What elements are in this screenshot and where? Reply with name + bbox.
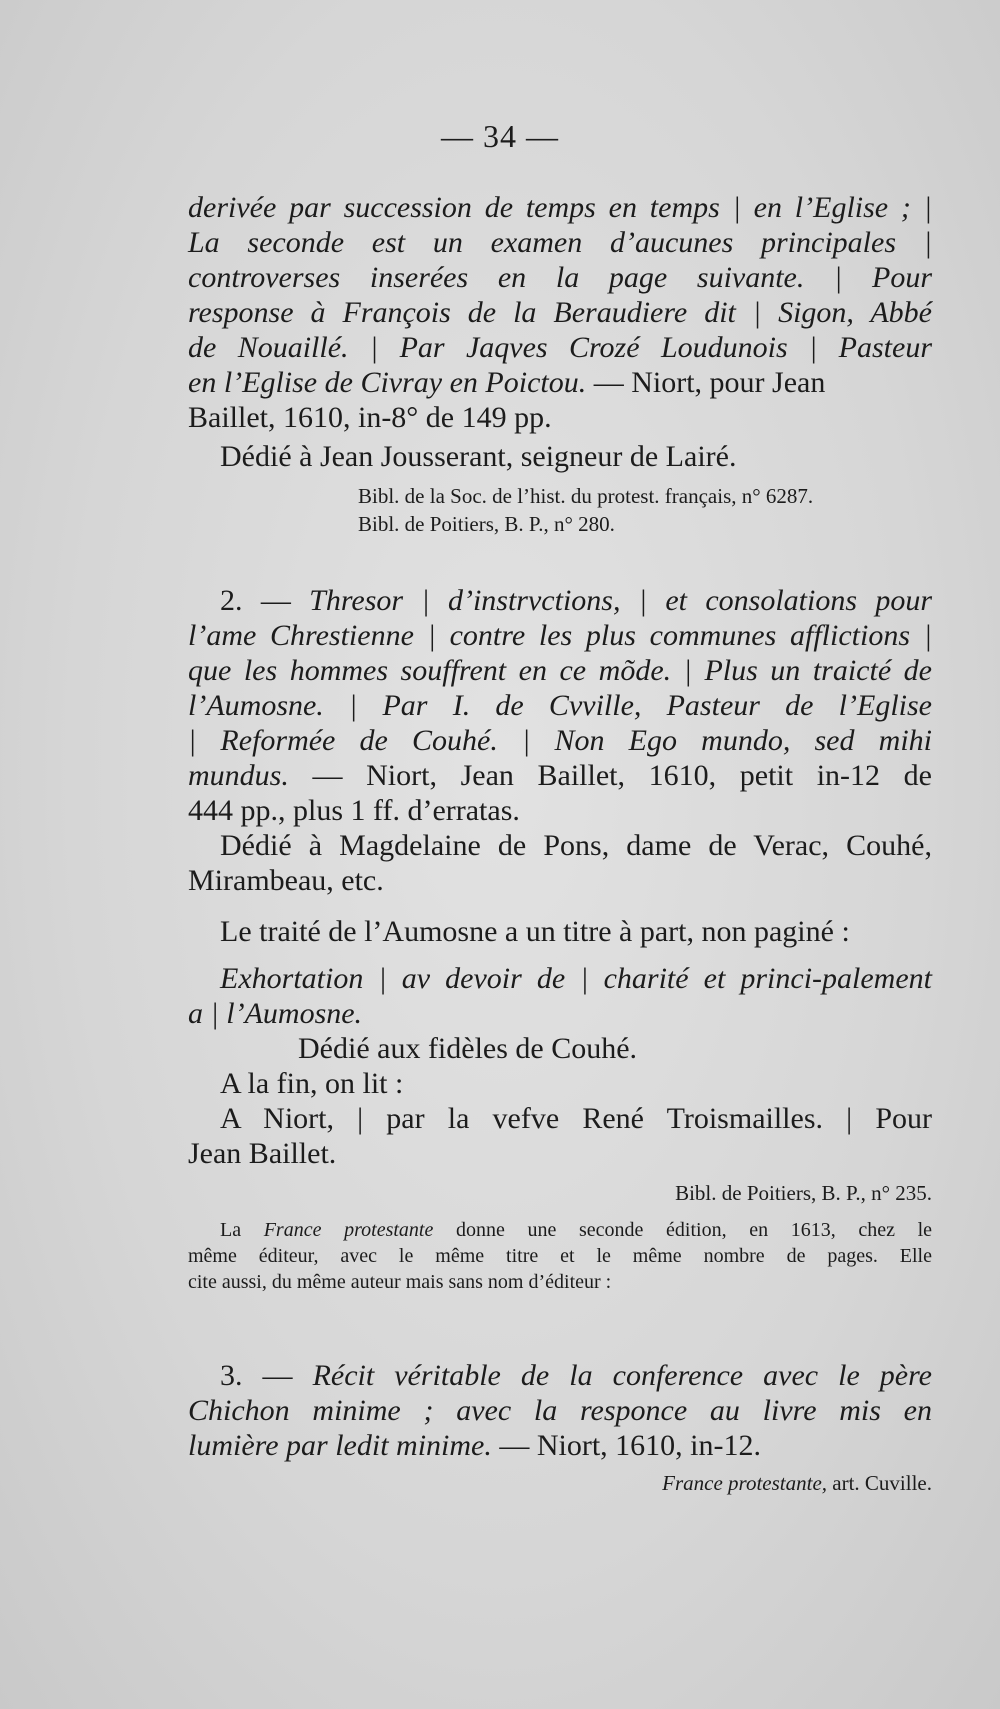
entry-2-line-6 <box>188 758 932 793</box>
entry-2-ref: Bibl. de Poitiers, B. P., n° 235. <box>675 1181 932 1205</box>
entry-3-line-3-title: lumière par ledit minime. <box>188 1429 492 1462</box>
entry-2-line-3: que les hommes souffrent en ce mõde. | Plus un traicté de <box>188 654 932 687</box>
entry-2-note-prefix: La <box>220 1219 264 1241</box>
entry-2-line-6-title: mundus. <box>188 759 289 792</box>
entry-3-line-3-imprint: — Niort, 1610, in-12. <box>491 1429 761 1462</box>
entry-2-note-title: France protestante <box>263 1219 434 1241</box>
entry-2-line-4: l’Aumosne. | Par I. de Cvville, Pasteur de l’Eglise <box>188 689 932 722</box>
entry-2-note-line-2: même éditeur, avec le même titre et le même nombre de pages. Elle <box>188 1245 932 1267</box>
entry-1-line-2: La seconde est un examen d’aucunes principales | <box>188 226 932 259</box>
entry-1-line-6-title: en l’Eglise de Civray en Poictou. <box>188 366 587 399</box>
entry-2-end-text-1: A Niort, | par la vefve René Troismailles. | Pour <box>220 1102 932 1135</box>
entry-2-line-6-imprint: — Niort, Jean Baillet, 1610, petit in-12 de <box>288 759 932 792</box>
entry-2-line-1-text: Thresor | d’instrvctions, | et consolations pour <box>309 584 932 617</box>
entry-1-dedication: Dédié à Jean Jousserant, seigneur de Lairé. <box>220 440 737 473</box>
entry-3-ref <box>188 1469 932 1497</box>
entry-1-line-3: controverses inserées en la page suivante. | Pour <box>188 261 932 294</box>
entry-2 <box>188 583 932 1295</box>
entry-2-number: 2. — <box>220 584 310 617</box>
page-number: — 34 — <box>441 118 559 154</box>
entry-1-ref-2: Bibl. de Poitiers, B. P., n° 280. <box>358 512 615 536</box>
entry-1-line-5: de Nouaillé. | Par Jaqves Crozé Loudunois | Pasteur <box>188 331 932 364</box>
entry-3-line-1 <box>188 1358 932 1393</box>
entry-1 <box>188 190 932 538</box>
entry-1-line-1: derivée par succession de temps en temps | en l’Eglise ; | <box>188 191 932 224</box>
entry-3-ref-title: France protestante, <box>662 1471 828 1495</box>
entry-1-ref-1: Bibl. de la Soc. de l’hist. du protest. français, n° 6287. <box>358 484 814 508</box>
entry-1-line-4: response à François de la Beraudiere dit | Sigon, Abbé <box>188 296 932 329</box>
entry-2-line-1 <box>188 583 932 618</box>
entry-3-line-3 <box>188 1428 932 1463</box>
entry-1-line-7: Baillet, 1610, in-8° de 149 pp. <box>188 401 552 434</box>
entry-3-line-1-text: Récit véritable de la conference avec le père <box>312 1359 932 1392</box>
entry-2-note-line-3: cite aussi, du même auteur mais sans nom d’éditeur : <box>188 1271 612 1293</box>
entry-2-end-intro: A la fin, on lit : <box>220 1067 404 1100</box>
entry-2-line-2: l’ame Chrestienne | contre les plus communes afflictions | <box>188 619 932 652</box>
entry-2-end-text-2: Jean Baillet. <box>188 1137 337 1170</box>
entry-2-note <box>188 1217 932 1295</box>
entry-2-second-title-2: a | l’Aumosne. <box>188 997 363 1030</box>
entry-2-note-line-1-rest: donne une seconde édition, en 1613, chez le <box>433 1219 933 1241</box>
entry-3 <box>188 1358 932 1497</box>
entry-3-line-2: Chichon minime ; avec la responce au livre mis en <box>188 1394 932 1427</box>
entry-2-line-5: | Reformée de Couhé. | Non Ego mundo, sed mihi <box>188 724 932 757</box>
entry-2-dedication-1: Dédié à Magdelaine de Pons, dame de Verac, Couhé, <box>220 829 932 862</box>
entry-2-dedication-2: Mirambeau, etc. <box>188 864 384 897</box>
entry-3-number: 3. — <box>220 1359 313 1392</box>
entry-1-line-6-imprint: — Niort, pour Jean <box>586 366 826 399</box>
entry-2-line-7: 444 pp., plus 1 ff. d’erratas. <box>188 794 520 827</box>
entry-2-second-title-1: Exhortation | av devoir de | charité et princi-palement <box>220 962 932 995</box>
entry-2-second-dedication: Dédié aux fidèles de Couhé. <box>298 1032 638 1065</box>
entry-2-second-title-intro: Le traité de l’Aumosne a un titre à part, non paginé : <box>220 915 850 948</box>
entry-2-note-line-1 <box>188 1217 932 1243</box>
entry-1-line-6 <box>188 365 932 400</box>
entry-3-ref-rest: art. Cuville. <box>827 1471 932 1495</box>
